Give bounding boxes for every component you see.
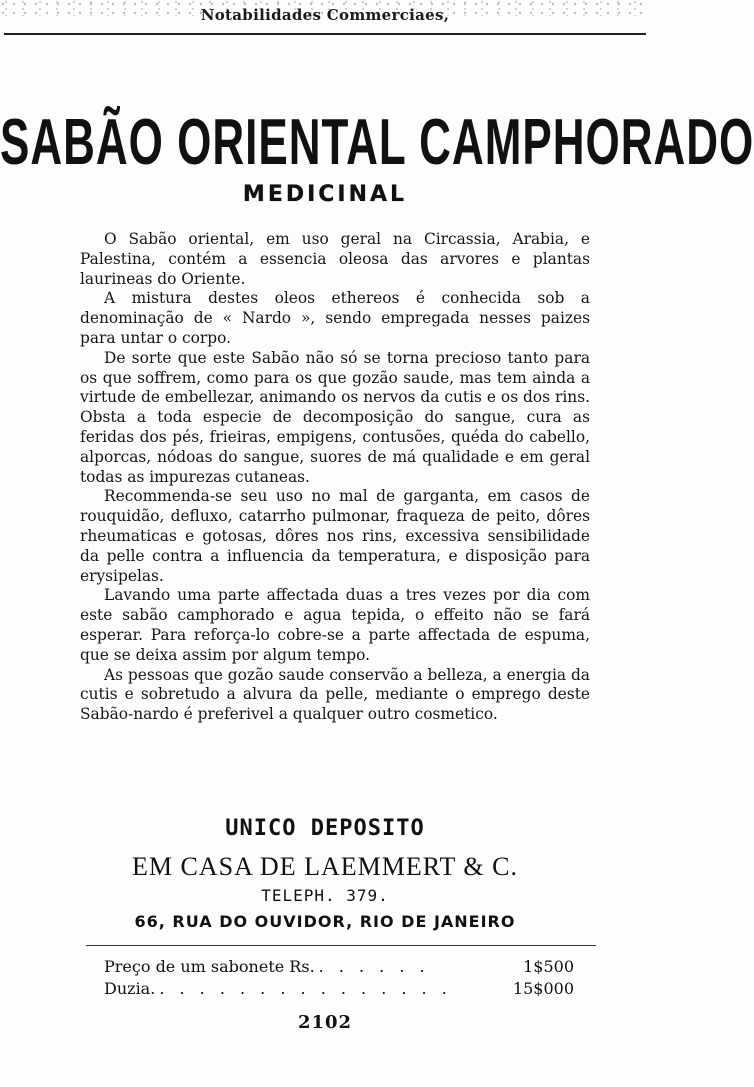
price-label: Preço de um sabonete Rs. bbox=[104, 957, 315, 976]
deposit-title: UNICO DEPOSITO bbox=[225, 816, 425, 841]
price-value: 1$500 bbox=[523, 957, 574, 976]
head-rule bbox=[4, 33, 646, 35]
subhead: MEDICINAL bbox=[242, 182, 408, 207]
price-label: Duzia. bbox=[104, 979, 156, 998]
price-value: 15$000 bbox=[512, 979, 574, 998]
telephone: TELEPH. 379. bbox=[261, 886, 389, 905]
price-row bbox=[104, 978, 574, 1000]
company-name: EM CASA DE LAEMMERT & C. bbox=[132, 852, 518, 881]
running-head: Notabilidades Commerciaes, bbox=[200, 6, 450, 24]
body-paragraph: Recommenda-se seu uso no mal de garganta, em casos de rouquidão, defluxo, catarrho pulmonar, fraqueza de peito, dôres rheumaticas e gotosas, dôres nos rins, excessiva sensibilidade da pelle contra a influencia da temperatura, e disposição para erysipelas. bbox=[80, 487, 590, 585]
price-leader-dots: . . . . . . . . . . . . . . . bbox=[159, 979, 452, 998]
body-paragraph: Lavando uma parte affectada duas a tres vezes por dia com este sabão camphorado e agua tepida, o effeito não se fará esperar. Para reforça-lo cobre-se a parte affectada de espuma, que se deixa assim por algum tempo. bbox=[80, 586, 590, 664]
address: 66, RUA DO OUVIDOR, RIO DE JANEIRO bbox=[134, 912, 516, 931]
body-paragraph: A mistura destes oleos ethereos é conhecida sob a denominação de « Nardo », sendo empregada nesses paizes para untar o corpo. bbox=[80, 289, 590, 347]
page-number: 2102 bbox=[297, 1012, 353, 1033]
body-paragraph: As pessoas que gozão saude conservão a belleza, a energia da cutis e sobretudo a alvura da pelle, mediante o emprego deste Sabão-nardo é preferivel a qualquer outro cosmetico. bbox=[80, 665, 590, 724]
price-row bbox=[104, 956, 574, 978]
headline: SABÃO ORIENTAL CAMPHORADO bbox=[0, 106, 754, 179]
body-paragraph: De sorte que este Sabão não só se torna precioso tanto para os que soffrem, como para os que gozão saude, mas tem ainda a virtude de embellezar, animando os nervos da cutis e os dos rins. Obsta a toda especie de decomposição do sangue, cura as feridas dos pés, frieiras, empigens, contusões, quéda do cabello, alporcas, nódoas do sangue, suores de má qualidade e em geral todas as impurezas cutaneas. bbox=[80, 348, 590, 486]
price-list bbox=[104, 956, 574, 1000]
body-paragraph: O Sabão oriental, em uso geral na Circassia, Arabia, e Palestina, contém a essencia oleosa das arvores e plantas laurineas do Oriente. bbox=[80, 230, 590, 288]
price-leader-dots: . . . . . . bbox=[318, 957, 430, 976]
price-rule bbox=[86, 945, 596, 946]
advertisement-body bbox=[80, 230, 590, 725]
